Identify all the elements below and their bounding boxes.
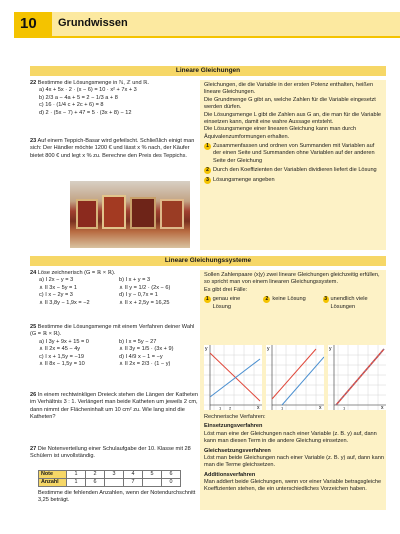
exercise-text: Die Notenverteilung einer Schulaufgabe der 10. Klasse mit 28 Schülern ist unvollständig. [30, 446, 191, 460]
table-cell: 6 [162, 471, 181, 479]
task-b-1: b) I x + y = 3 [119, 277, 151, 284]
table-cell: 6 [86, 479, 105, 487]
task-a-1: a) I 2x − y = 3 [39, 277, 74, 284]
exercise-intro: Bestimme die Lösungsmenge in ℕ, ℤ und ℝ. [37, 80, 150, 86]
task-d-1: d) I 4/9 x − 1 = −y [119, 353, 163, 360]
task-d-2: ∧ II 2x = 2/3 · (1 − y) [119, 360, 171, 367]
section-title-lineare-gleichungssysteme: Lineare Gleichungssysteme [30, 256, 386, 266]
rug-icon [76, 199, 98, 229]
x-axis-label: x [319, 405, 322, 410]
table-row-label: Note [39, 471, 67, 479]
task-c-2: ∧ II 3,8y − 1,9x = −2 [39, 299, 90, 306]
info-p3: Die Lösungsmenge L gibt die Zahlen aus G an, die man für die Variable einsetzen kann, damit eine wahre Aussage entsteht. [204, 111, 381, 125]
info-p1: Sollen Zahlenpaare (x|y) zwei lineare Gleichungen gleichzeitig erfüllen, so spricht man von einem linearen Gleichungssystem. [204, 272, 380, 286]
table-cell [105, 479, 124, 487]
method-title-addition: Additionsverfahren [204, 471, 256, 478]
y-axis-label: y [329, 346, 332, 352]
table-cell: 3 [105, 471, 124, 479]
step-text-3: Lösungsmenge angeben [213, 176, 275, 183]
case-number-3: 3 [324, 296, 328, 303]
rug-icon [102, 195, 126, 229]
task-d-2: ∧ II x + 2,5y = 16,25 [119, 299, 170, 306]
table-row [39, 479, 181, 487]
exercise-number: 22 [30, 80, 37, 86]
exercise-number: 26 [30, 392, 37, 398]
methods-list [204, 414, 384, 494]
graph-background [204, 345, 262, 410]
exercise-27-question [38, 490, 198, 505]
step-text-2: Durch den Koeffizienten der Variablen dividieren liefert die Lösung [213, 167, 377, 174]
exercise-intro: Bestimme die Lösungsmenge mit einem Verfahren deiner Wahl (G = ℝ × ℝ). [30, 324, 195, 338]
exercise-text: Bestimme die fehlenden Anzahlen, wenn der Notendurchschnitt 3,25 beträgt. [38, 490, 196, 504]
info-p2: Die Grundmenge G gibt an, welche Zahlen für die Variable eingesetzt werden dürfen. [204, 96, 376, 111]
exercise-23 [30, 138, 196, 160]
exercise-text: In einem rechtwinkligen Dreieck stehen die Längen der Katheten im Verhältnis 3 : 1. Verlängert man beide Katheten um jeweils 2 cm, dann nimmt der Flächeninhalt um 10 cm² zu. Wie lang sind die Katheten? [30, 392, 198, 421]
info-p4: Die Lösungsmenge einer linearen Gleichung kann man durch Äquivalenzumformungen erhalten. [204, 126, 357, 140]
task-c: c) 16 · (1/4 c + 2c + 6) = 8 [39, 102, 104, 109]
exercise-24 [30, 270, 198, 307]
header-rule [14, 36, 400, 38]
step-number-2: 2 [204, 167, 211, 174]
info-box-lineare-gleichungen [200, 80, 386, 250]
exercise-22 [30, 80, 196, 117]
page-title: Grundwissen [58, 17, 128, 29]
task-b-1: b) I x = 5y − 27 [119, 338, 157, 345]
task-a-2: ∧ II 3x − 5y = 1 [39, 284, 77, 291]
table-row [39, 471, 181, 479]
table-cell: 5 [143, 471, 162, 479]
method-text-einsetzung: Löst man eine der Gleichungen nach einer Variable (z. B. y) auf, dann kann man diesen Term in die andere Gleichung einsetzen. [204, 430, 377, 445]
tick-label: 1 [219, 405, 222, 410]
step-number-1: 1 [204, 143, 211, 150]
graph-background [328, 345, 386, 410]
info-p1: Gleichungen, die die Variable in der ersten Potenz enthalten, heißen lineare Gleichungen. [204, 82, 374, 96]
table-cell: 1 [67, 479, 86, 487]
tick-label: 1 [281, 405, 284, 410]
x-axis-label: x [381, 405, 384, 410]
case-label-2: keine Lösung [272, 296, 306, 303]
graph-background [266, 345, 324, 410]
case-number-1: 1 [205, 296, 209, 303]
graph-one-solution [204, 345, 262, 410]
exercise-number: 23 [30, 138, 37, 144]
table-cell: 0 [162, 479, 181, 487]
y-axis-label: y [267, 346, 270, 352]
task-b-2: ∧ II 3y = 1/5 · (3x + 9) [119, 346, 174, 353]
task-c-1: c) I x − 2y = 3 [39, 292, 73, 299]
task-b-2: ∧ II y = 1/2 · (2x − 6) [119, 284, 171, 291]
table-cell [143, 479, 162, 487]
exercise-26 [30, 392, 198, 422]
table-cell: 4 [124, 471, 143, 479]
grade-distribution-table [38, 470, 181, 487]
step-number-3: 3 [204, 177, 211, 184]
task-c-2: ∧ II 8x − 1,5y = 10 [39, 360, 85, 367]
tick-label: 2 [229, 405, 232, 410]
graph-no-solution [266, 345, 324, 410]
y-axis-label: y [205, 346, 208, 352]
task-d-1: d) I y − 0,7x = 1 [119, 292, 158, 299]
exercise-number: 25 [30, 324, 37, 330]
method-text-addition: Man addiert beide Gleichungen, wenn vor einer Variable betragsgleiche Koeffizienten stehen, die ein unterschiedliches Vorzeichen haben. [204, 479, 382, 493]
step-text-1: Zusammenfassen und ordnen von Summanden mit Variablen auf der einen Seite und Summanden ohne Variablen auf der anderen Seite der Gleichung [213, 143, 375, 164]
table-cell: 2 [86, 471, 105, 479]
exercise-text: Auf einem Teppich-Basar wird gefeilscht. Schließlich einigt man sich: Der Händler möchte 1200 € und lässt x % nach, der Käufer bietet 800 € und legt x % zu. Berechne den Preis des Teppichs. [30, 138, 195, 159]
method-title-gleichsetzung: Gleichsetzungsverfahren [204, 447, 271, 454]
page-number: 10 [14, 12, 52, 36]
method-title-einsetzung: Einsetzungsverfahren [204, 423, 263, 430]
exercise-intro: Löse zeichnerisch (G = ℝ × ℝ). [37, 270, 116, 276]
info-p2: Es gibt drei Fälle: [204, 286, 248, 293]
exercise-25 [30, 324, 198, 368]
exercise-27 [30, 446, 198, 461]
table-cell: 7 [124, 479, 143, 487]
rug-icon [160, 199, 184, 229]
case-number-2: 2 [263, 296, 270, 303]
page-header [0, 0, 400, 40]
task-c-1: c) I x + 1,5y = −19 [39, 353, 84, 360]
graph-infinite-solutions [328, 345, 386, 410]
table-cell: 1 [67, 471, 86, 479]
x-axis-label: x [257, 405, 260, 410]
methods-heading: Rechnerische Verfahren: [204, 414, 266, 420]
section-title-lineare-gleichungen: Lineare Gleichungen [30, 66, 386, 76]
task-a: a) 4x + 5x · 2 · (x − 6) = 10 · x² + 7x + 3 [39, 87, 137, 94]
carpet-bazaar-photo [70, 181, 190, 248]
task-b: b) 2/3 a − 4a + 5 = 2 − 1/3 a + 8 [39, 94, 118, 101]
tick-label: 1 [343, 405, 346, 410]
rug-icon [130, 197, 156, 229]
exercise-number: 27 [30, 446, 37, 452]
method-text-gleichsetzung: Löst man beide Gleichungen nach einer Variable (z. B. y) auf, dann kann man die Terme gleichsetzen. [204, 454, 384, 469]
case-label-1: genau eine Lösung [212, 296, 241, 310]
exercise-number: 24 [30, 270, 37, 276]
task-a-1: a) I 3y + 9x + 15 = 0 [39, 338, 89, 345]
table-row-label: Anzahl [39, 479, 67, 487]
case-label-3: unendlich viele Lösungen [330, 296, 368, 310]
task-a-2: ∧ II 2x = 45 − 4y [39, 346, 81, 353]
task-d: d) 2 · (5x − 7) + 47 = 5 · (3x + 8) − 12 [39, 109, 132, 116]
